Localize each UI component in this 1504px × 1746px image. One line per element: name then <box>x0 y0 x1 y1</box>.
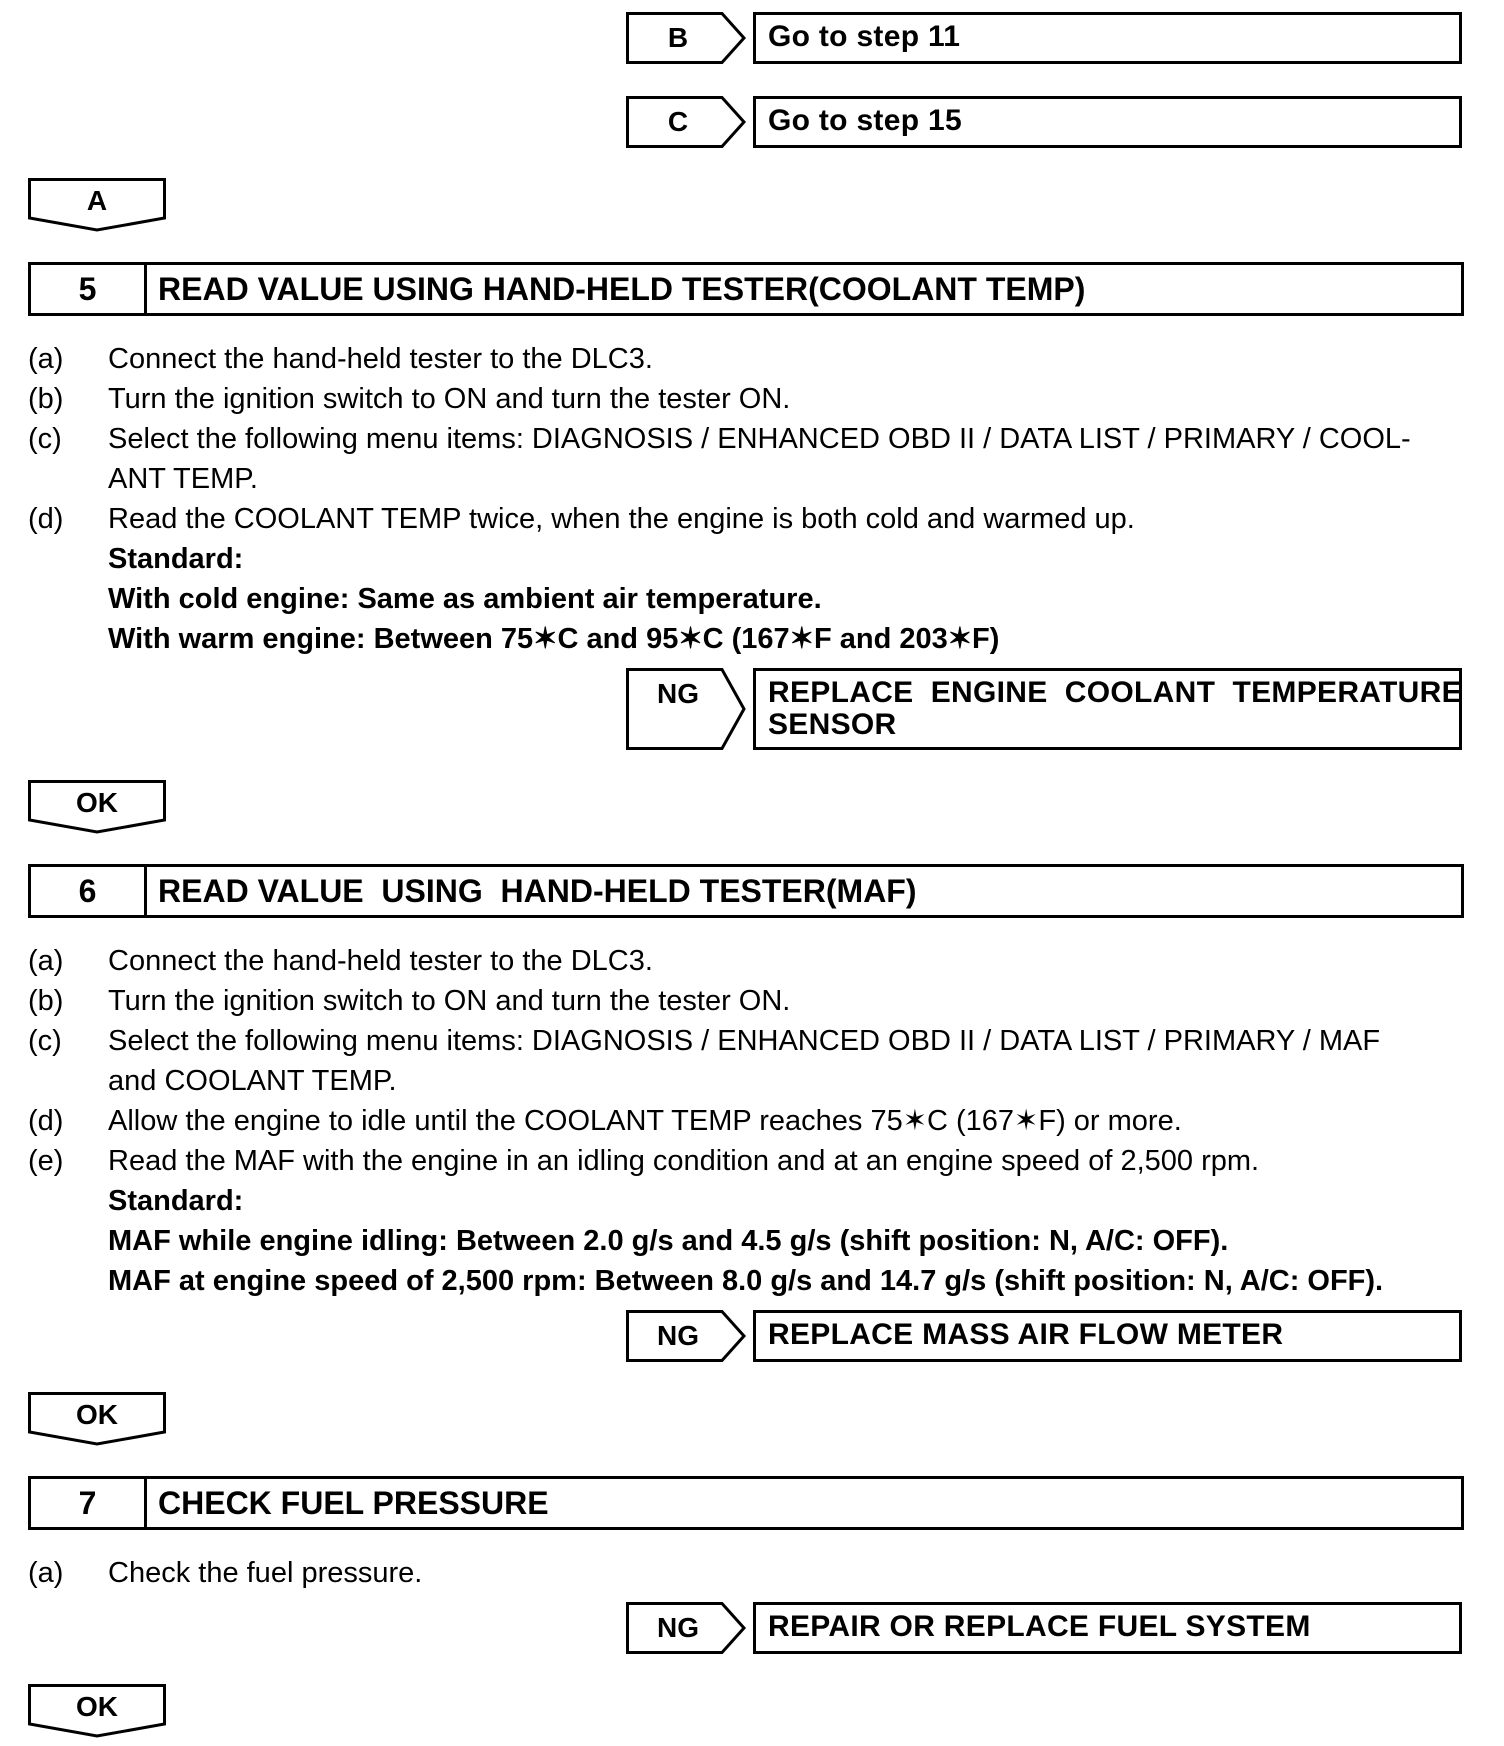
tab-label: A <box>86 185 108 216</box>
step-title: READ VALUE USING HAND-HELD TESTER(MAF) <box>158 873 917 909</box>
step-title: READ VALUE USING HAND-HELD TESTER(COOLANT TEMP) <box>158 271 1086 307</box>
item-marker: (a) <box>28 343 64 375</box>
step-title: CHECK FUEL PRESSURE <box>158 1485 549 1521</box>
standard-label-text: Standard: <box>108 543 244 575</box>
standard-value-text: MAF at engine speed of 2,500 rpm: Between 8.0 g/s and 14.7 g/s (shift position: N, A/C: OFF). <box>108 1265 1384 1297</box>
tab-label: OK <box>76 1399 118 1430</box>
item-marker: (a) <box>28 945 64 977</box>
item-text-continued: ANT TEMP. <box>108 463 258 495</box>
tab-label: OK <box>76 787 118 818</box>
branch-label: NG <box>657 1612 699 1643</box>
item-text-continued: and COOLANT TEMP. <box>108 1065 397 1097</box>
standard-value-text: MAF while engine idling: Between 2.0 g/s and 4.5 g/s (shift position: N, A/C: OFF). <box>108 1225 1229 1257</box>
step-5-header <box>28 262 1464 316</box>
item-text: Check the fuel pressure. <box>108 1557 423 1589</box>
branch-action-line: REPLACE ENGINE COOLANT TEMPERATURE <box>768 676 1462 709</box>
step-7-header <box>28 1476 1464 1530</box>
step-number: 7 <box>31 1479 147 1527</box>
branch-ng-step7[interactable] <box>626 1602 1462 1654</box>
standard-value-text: With warm engine: Between 75✶C and 95✶C (167✶F and 203✶F) <box>108 623 1000 655</box>
item-text: Select the following menu items: DIAGNOSIS / ENHANCED OBD II / DATA LIST / PRIMARY / COOL- <box>108 423 1411 455</box>
item-text: Select the following menu items: DIAGNOSIS / ENHANCED OBD II / DATA LIST / PRIMARY / MAF <box>108 1025 1381 1057</box>
item-text: Connect the hand-held tester to the DLC3. <box>108 343 653 375</box>
continue-tab-a[interactable] <box>28 178 166 232</box>
standard-label-text: Standard: <box>108 1185 244 1217</box>
branch-action: Go to step 15 <box>753 96 1462 148</box>
branch-action: Go to step 11 <box>753 12 1462 64</box>
item-marker: (d) <box>28 1105 64 1137</box>
branch-b[interactable] <box>626 12 1462 64</box>
branch-label: NG <box>657 1320 699 1351</box>
branch-ng-step6[interactable] <box>626 1310 1462 1362</box>
branch-label: C <box>667 106 689 137</box>
step-number: 5 <box>31 265 147 313</box>
item-text: Allow the engine to idle until the COOLANT TEMP reaches 75✶C (167✶F) or more. <box>108 1105 1182 1137</box>
item-marker: (c) <box>28 1025 62 1057</box>
branch-ng-step5[interactable] <box>626 668 1462 750</box>
continue-tab-ok[interactable] <box>28 1684 166 1738</box>
step-number: 6 <box>31 867 147 915</box>
item-marker: (e) <box>28 1145 64 1177</box>
item-marker: (a) <box>28 1557 64 1589</box>
branch-action-line: SENSOR <box>768 708 897 741</box>
continue-tab-ok[interactable] <box>28 780 166 834</box>
item-marker: (c) <box>28 423 62 455</box>
item-text: Turn the ignition switch to ON and turn the tester ON. <box>108 985 791 1017</box>
item-text: Read the COOLANT TEMP twice, when the engine is both cold and warmed up. <box>108 503 1135 535</box>
step-6-header <box>28 864 1464 918</box>
branch-label: B <box>667 22 689 53</box>
item-text: Connect the hand-held tester to the DLC3. <box>108 945 653 977</box>
branch-action <box>753 668 1462 750</box>
continue-tab-ok[interactable] <box>28 1392 166 1446</box>
item-marker: (b) <box>28 985 64 1017</box>
item-text: Read the MAF with the engine in an idling condition and at an engine speed of 2,500 rpm. <box>108 1145 1260 1177</box>
item-text: Turn the ignition switch to ON and turn the tester ON. <box>108 383 791 415</box>
branch-action: REPAIR OR REPLACE FUEL SYSTEM <box>753 1602 1462 1654</box>
branch-label: NG <box>657 678 699 709</box>
item-marker: (b) <box>28 383 64 415</box>
standard-value-text: With cold engine: Same as ambient air temperature. <box>108 583 822 615</box>
tab-label: OK <box>76 1691 118 1722</box>
item-marker: (d) <box>28 503 64 535</box>
branch-action: REPLACE MASS AIR FLOW METER <box>753 1310 1462 1362</box>
branch-c[interactable] <box>626 96 1462 148</box>
